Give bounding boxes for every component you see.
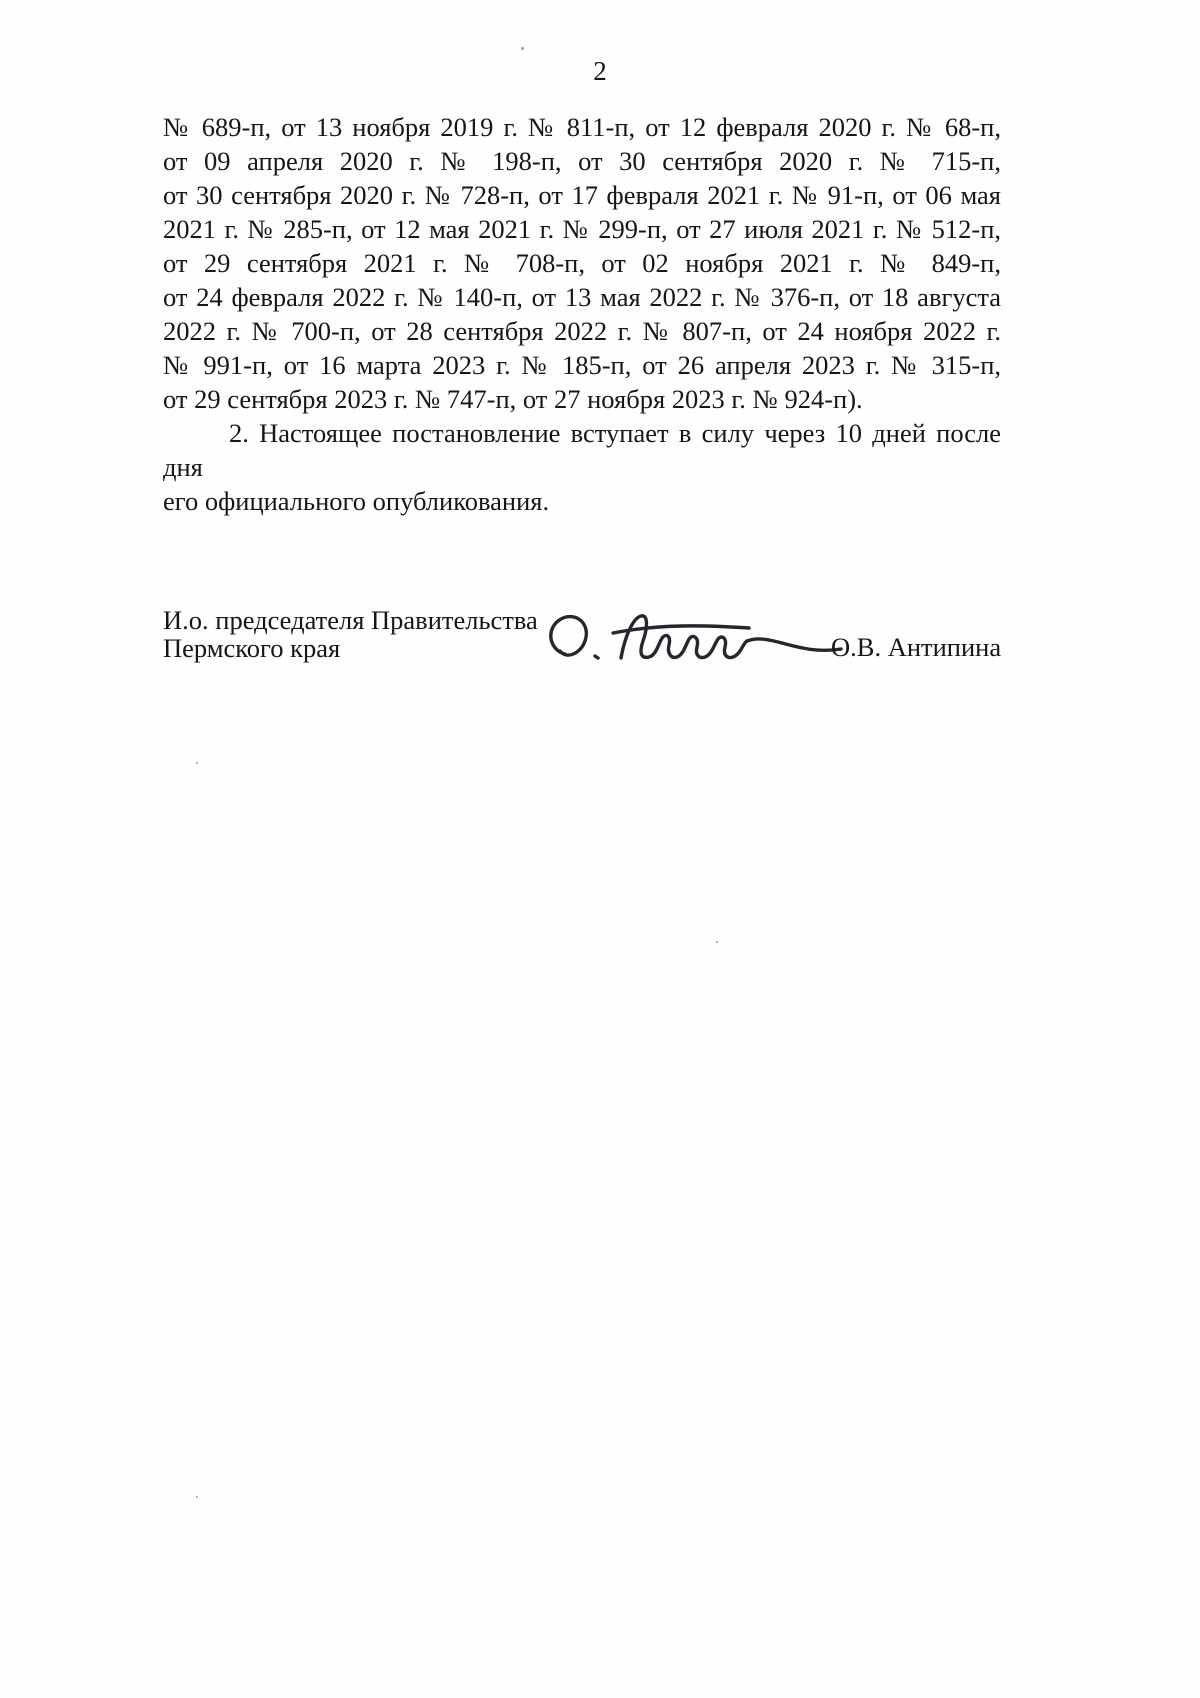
scan-speck	[716, 941, 718, 943]
paragraph-line: от 29 сентября 2023 г. № 747-п, от 27 ноября 2023 г. № 924-п).	[163, 384, 863, 414]
paragraph-line: 2. Настоящее постановление вступает в силу через 10 дней после дня	[163, 418, 1001, 482]
scan-speck	[521, 47, 524, 50]
signatory-name: О.В. Антипина	[831, 632, 1002, 662]
page-number: 2	[593, 56, 607, 86]
paragraph-line: № 991-п, от 16 марта 2023 г. № 185-п, от 26 апреля 2023 г. № 315-п,	[163, 350, 1001, 380]
signatory-position	[163, 606, 538, 662]
scan-speck	[196, 762, 198, 764]
paragraph-line: от 30 сентября 2020 г. № 728-п, от 17 февраля 2021 г. № 91-п, от 06 мая	[163, 180, 1001, 210]
amendments-paragraph	[163, 110, 1001, 416]
signatory-position-line: И.о. председателя Правительства	[163, 605, 538, 635]
paragraph-line: от 29 сентября 2021 г. № 708-п, от 02 ноября 2021 г. № 849-п,	[163, 248, 1001, 278]
effective-date-paragraph	[163, 416, 1001, 518]
paragraph-line: от 09 апреля 2020 г. № 198-п, от 30 сентября 2020 г. № 715-п,	[163, 146, 1001, 176]
signatory-position-line: Пермского края	[163, 633, 341, 663]
paragraph-line: его официального опубликования.	[163, 486, 550, 516]
paragraph-line: 2021 г. № 285-п, от 12 мая 2021 г. № 299-п, от 27 июля 2021 г. № 512-п,	[163, 214, 1001, 244]
scan-speck	[196, 1496, 198, 1498]
paragraph-line: 2022 г. № 700-п, от 28 сентября 2022 г. № 807-п, от 24 ноября 2022 г.	[163, 316, 1001, 346]
paragraph-line: № 689-п, от 13 ноября 2019 г. № 811-п, от 12 февраля 2020 г. № 68-п,	[163, 112, 1001, 142]
signature-block	[163, 598, 1003, 698]
paragraph-line: от 24 февраля 2022 г. № 140-п, от 13 мая 2022 г. № 376-п, от 18 августа	[163, 282, 1001, 312]
handwritten-signature-icon	[535, 600, 845, 680]
document-body	[163, 110, 1001, 518]
